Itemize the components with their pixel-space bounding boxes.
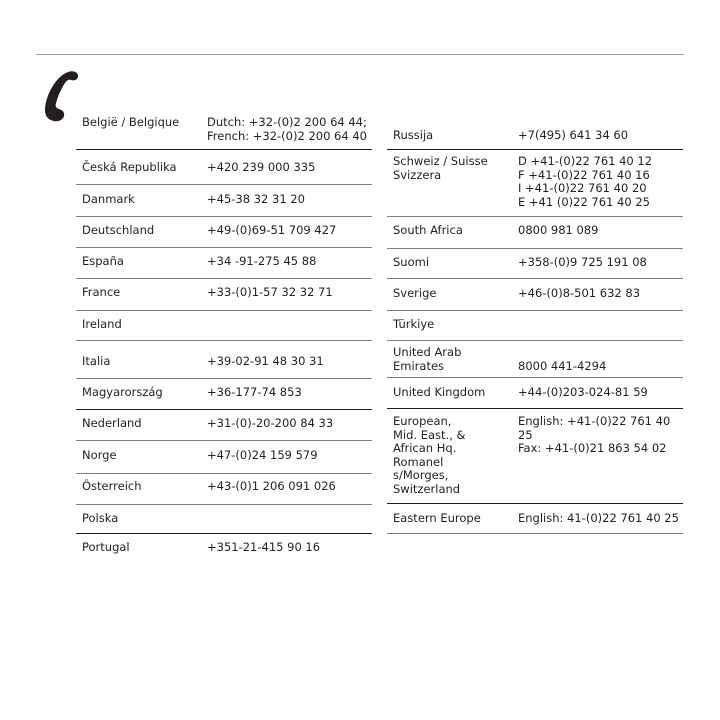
country-name: Suomi: [393, 255, 430, 269]
row-divider: [76, 473, 372, 474]
country-name: Türkiye: [393, 317, 435, 331]
country-name: Italia: [82, 354, 111, 368]
country-name: Magyarország: [82, 385, 163, 399]
row-divider: [387, 533, 683, 534]
country-name: South Africa: [393, 223, 463, 237]
row-divider: [76, 440, 372, 441]
country-name: United Kingdom: [393, 385, 486, 399]
phone-number: +43-(0)1 206 091 026: [207, 479, 336, 493]
phone-number: D +41-(0)22 761 40 12 F +41-(0)22 761 40 16 I +41-(0)22 761 40 20 E +41 (0)22 761 40 25: [518, 154, 653, 209]
country-name: Sverige: [393, 286, 437, 300]
row-divider: [387, 340, 683, 341]
phone-number: +420 239 000 335: [207, 160, 316, 174]
row-divider: [387, 248, 683, 249]
phone-number: +47-(0)24 159 579: [207, 448, 318, 462]
row-divider: [76, 149, 372, 150]
row-divider: [76, 409, 372, 410]
phone-number: +358-(0)9 725 191 08: [518, 255, 647, 269]
country-name: Österreich: [82, 479, 142, 493]
phone-number: +351-21-415 90 16: [207, 540, 321, 554]
country-name: Polska: [82, 511, 119, 525]
row-divider: [387, 377, 683, 378]
row-divider: [76, 278, 372, 279]
row-divider: [76, 533, 372, 534]
top-divider: [36, 54, 684, 55]
row-divider: [387, 278, 683, 279]
country-name: España: [82, 254, 124, 268]
row-divider: [76, 247, 372, 248]
row-divider: [387, 149, 683, 150]
phone-number: +44-(0)203-024-81 59: [518, 385, 648, 399]
phone-number: +31-(0)-20-200 84 33: [207, 416, 334, 430]
country-name: Norge: [82, 448, 117, 462]
country-name: Eastern Europe: [393, 511, 481, 525]
country-name: Nederland: [82, 416, 142, 430]
country-name: European, Mid. East., & African Hq. Romanel s/Morges, Switzerland: [393, 414, 466, 496]
country-name: België / Belgique: [82, 115, 180, 129]
phone-number: Dutch: +32-(0)2 200 64 44; French: +32-(0)2 200 64 40: [207, 115, 367, 143]
phone-number: +36-177-74 853: [207, 385, 302, 399]
row-divider: [76, 340, 372, 341]
phone-number: +7(495) 641 34 60: [518, 128, 629, 142]
country-name: Portugal: [82, 540, 130, 554]
phone-number: +45-38 32 31 20: [207, 192, 305, 206]
row-divider: [387, 408, 683, 409]
row-divider: [387, 310, 683, 311]
row-divider: [76, 310, 372, 311]
country-name: Danmark: [82, 192, 135, 206]
country-name: Ireland: [82, 317, 122, 331]
country-name: France: [82, 285, 121, 299]
row-divider: [76, 504, 372, 505]
row-divider: [387, 216, 683, 217]
row-divider: [76, 184, 372, 185]
row-divider: [387, 503, 683, 504]
country-name: Russija: [393, 128, 434, 142]
phone-number: +46-(0)8-501 632 83: [518, 286, 641, 300]
country-name: Schweiz / Suisse Svizzera: [393, 154, 488, 182]
phone-number: +34 -91-275 45 88: [207, 254, 317, 268]
country-name: United Arab Emirates: [393, 345, 462, 373]
phone-number: English: +41-(0)22 761 40 25 Fax: +41-(0)21 863 54 02: [518, 414, 671, 455]
phone-number: +49-(0)69-51 709 427: [207, 223, 337, 237]
phone-number: 8000 441-4294: [518, 359, 607, 373]
phone-number: 0800 981 089: [518, 223, 599, 237]
phone-number: +39-02-91 48 30 31: [207, 354, 324, 368]
country-name: Česká Republika: [82, 160, 177, 174]
row-divider: [76, 216, 372, 217]
country-name: Deutschland: [82, 223, 155, 237]
phone-handset-icon: [34, 70, 80, 122]
phone-number: +33-(0)1-57 32 32 71: [207, 285, 333, 299]
row-divider: [76, 378, 372, 379]
phone-number: English: 41-(0)22 761 40 25: [518, 511, 679, 525]
